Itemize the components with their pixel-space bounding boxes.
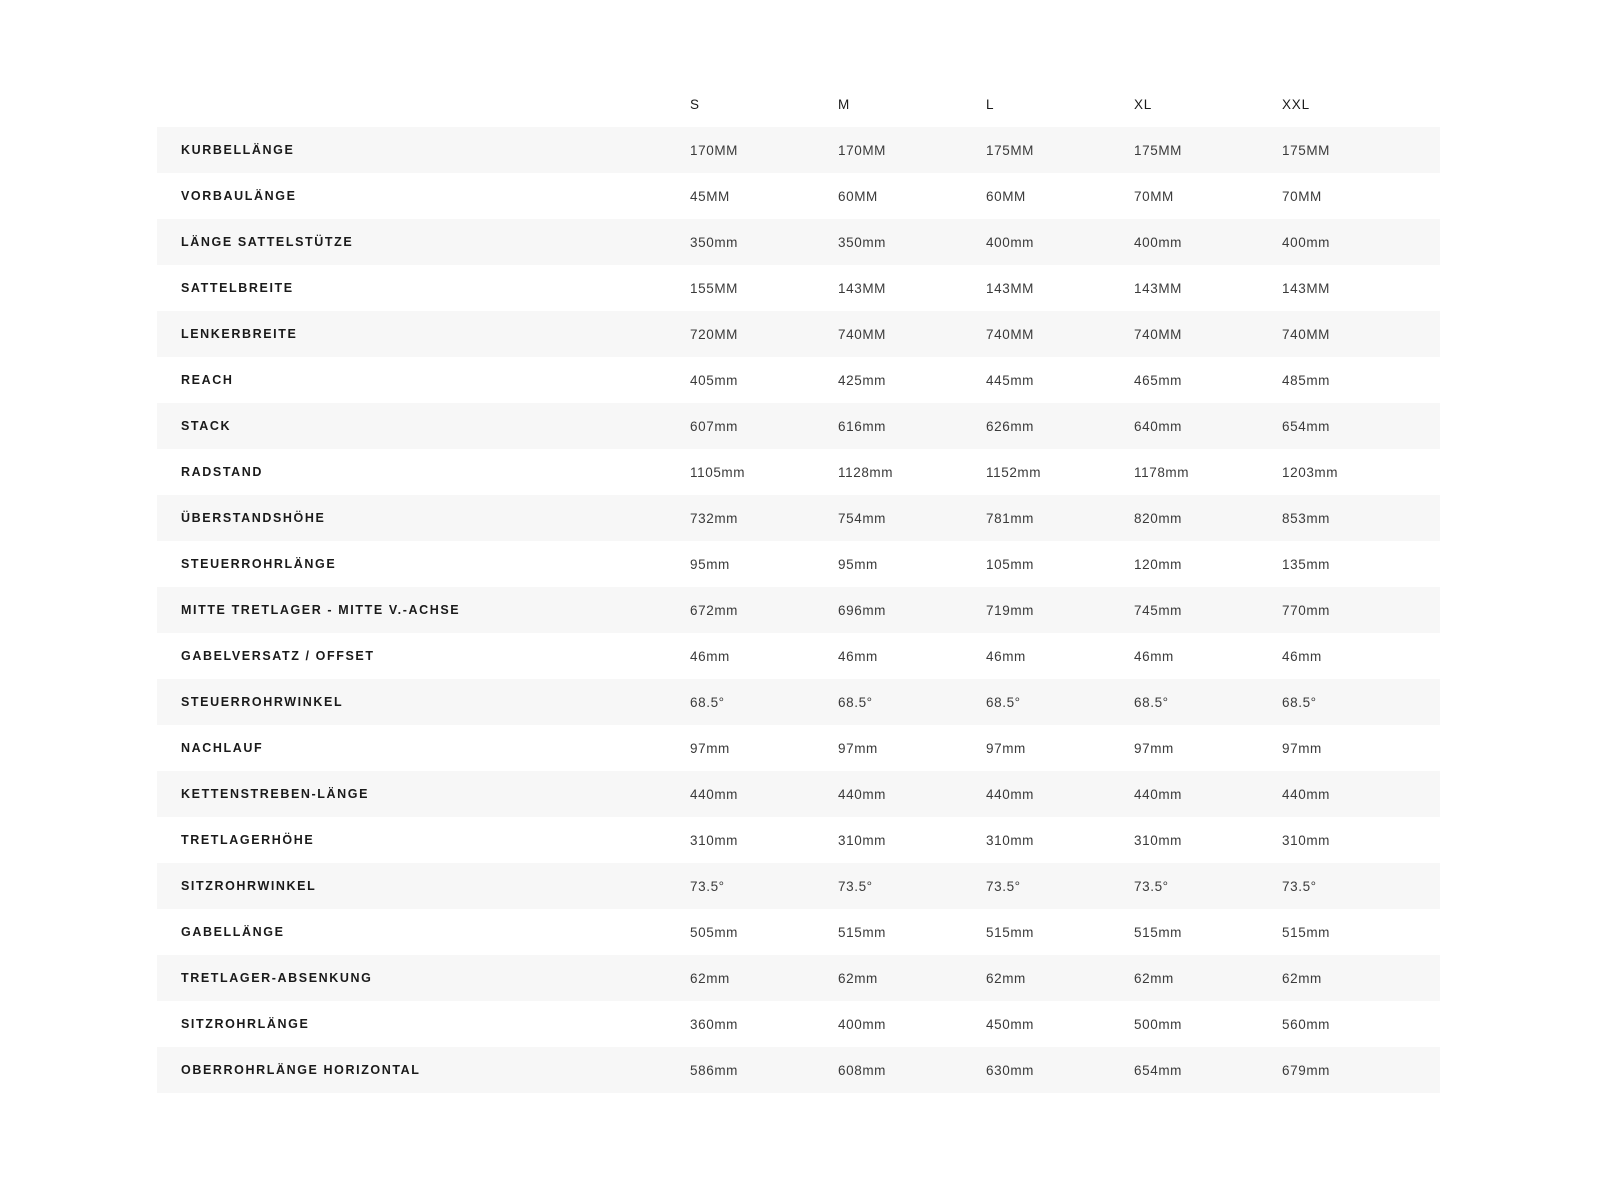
spec-value: 175MM bbox=[1282, 142, 1331, 158]
spec-row bbox=[157, 403, 1440, 449]
spec-value: 400mm bbox=[986, 234, 1035, 250]
spec-label: STEUERROHRLÄNGE bbox=[181, 557, 337, 571]
spec-label: SATTELBREITE bbox=[181, 281, 294, 295]
spec-value: 46mm bbox=[986, 648, 1026, 664]
spec-value: 73.5° bbox=[1282, 878, 1317, 894]
spec-value: 68.5° bbox=[838, 694, 873, 710]
spec-value: 97mm bbox=[1282, 740, 1322, 756]
spec-value: 46mm bbox=[1282, 648, 1322, 664]
spec-label: SITZROHRLÄNGE bbox=[181, 1017, 310, 1031]
spec-row bbox=[157, 541, 1440, 587]
spec-label: RADSTAND bbox=[181, 465, 264, 479]
spec-value: 46mm bbox=[690, 648, 730, 664]
spec-row bbox=[157, 1001, 1440, 1047]
spec-value: 745mm bbox=[1134, 602, 1183, 618]
spec-label: GABELLÄNGE bbox=[181, 925, 285, 939]
spec-value: 853mm bbox=[1282, 510, 1331, 526]
spec-value: 170MM bbox=[838, 142, 887, 158]
spec-value: 654mm bbox=[1282, 418, 1331, 434]
spec-value: 62mm bbox=[1134, 970, 1174, 986]
spec-label: ÜBERSTANDSHÖHE bbox=[181, 511, 326, 525]
spec-label: REACH bbox=[181, 373, 234, 387]
spec-value: 515mm bbox=[1134, 924, 1183, 940]
spec-value: 440mm bbox=[690, 786, 739, 802]
spec-label: GABELVERSATZ / OFFSET bbox=[181, 649, 375, 663]
spec-value: 440mm bbox=[986, 786, 1035, 802]
spec-value: 820mm bbox=[1134, 510, 1183, 526]
spec-value: 62mm bbox=[986, 970, 1026, 986]
spec-label: KETTENSTREBEN-LÄNGE bbox=[181, 787, 370, 801]
spec-label: MITTE TRETLAGER - MITTE V.-ACHSE bbox=[181, 603, 461, 617]
spec-value: 740MM bbox=[1282, 326, 1331, 342]
spec-value: 46mm bbox=[1134, 648, 1174, 664]
spec-label: KURBELLÄNGE bbox=[181, 143, 295, 157]
spec-value: 68.5° bbox=[1282, 694, 1317, 710]
spec-value: 586mm bbox=[690, 1062, 739, 1078]
size-column-header-xl: XL bbox=[1134, 96, 1153, 112]
spec-value: 560mm bbox=[1282, 1016, 1331, 1032]
spec-value: 440mm bbox=[1134, 786, 1183, 802]
spec-value: 781mm bbox=[986, 510, 1035, 526]
spec-row bbox=[157, 265, 1440, 311]
spec-value: 120mm bbox=[1134, 556, 1183, 572]
spec-value: 350mm bbox=[838, 234, 887, 250]
spec-value: 155MM bbox=[690, 280, 739, 296]
spec-value: 73.5° bbox=[690, 878, 725, 894]
spec-value: 616mm bbox=[838, 418, 887, 434]
spec-value: 170MM bbox=[690, 142, 739, 158]
spec-value: 465mm bbox=[1134, 372, 1183, 388]
spec-value: 68.5° bbox=[1134, 694, 1169, 710]
spec-value: 360mm bbox=[690, 1016, 739, 1032]
spec-value: 740MM bbox=[838, 326, 887, 342]
spec-value: 143MM bbox=[1134, 280, 1183, 296]
spec-value: 68.5° bbox=[690, 694, 725, 710]
spec-value: 1203mm bbox=[1282, 464, 1339, 480]
size-column-header-l: L bbox=[986, 96, 995, 112]
spec-value: 175MM bbox=[1134, 142, 1183, 158]
spec-label: LENKERBREITE bbox=[181, 327, 298, 341]
spec-value: 640mm bbox=[1134, 418, 1183, 434]
spec-value: 400mm bbox=[1134, 234, 1183, 250]
spec-value: 143MM bbox=[1282, 280, 1331, 296]
spec-value: 400mm bbox=[838, 1016, 887, 1032]
size-column-header-xxl: XXL bbox=[1282, 96, 1310, 112]
spec-value: 732mm bbox=[690, 510, 739, 526]
spec-value: 450mm bbox=[986, 1016, 1035, 1032]
spec-row bbox=[157, 357, 1440, 403]
spec-value: 679mm bbox=[1282, 1062, 1331, 1078]
spec-value: 73.5° bbox=[986, 878, 1021, 894]
spec-value: 45MM bbox=[690, 188, 730, 204]
spec-value: 70MM bbox=[1134, 188, 1174, 204]
spec-value: 630mm bbox=[986, 1062, 1035, 1078]
spec-value: 515mm bbox=[838, 924, 887, 940]
spec-label: SITZROHRWINKEL bbox=[181, 879, 317, 893]
spec-value: 70MM bbox=[1282, 188, 1322, 204]
size-column-header-s: S bbox=[690, 96, 700, 112]
spec-value: 95mm bbox=[838, 556, 878, 572]
spec-value: 60MM bbox=[986, 188, 1026, 204]
spec-row bbox=[157, 909, 1440, 955]
spec-value: 405mm bbox=[690, 372, 739, 388]
spec-value: 46mm bbox=[838, 648, 878, 664]
spec-row bbox=[157, 1047, 1440, 1093]
spec-value: 515mm bbox=[986, 924, 1035, 940]
spec-value: 400mm bbox=[1282, 234, 1331, 250]
spec-label: STEUERROHRWINKEL bbox=[181, 695, 344, 709]
spec-label: OBERROHRLÄNGE HORIZONTAL bbox=[181, 1063, 421, 1077]
spec-label: STACK bbox=[181, 419, 232, 433]
spec-value: 672mm bbox=[690, 602, 739, 618]
spec-row bbox=[157, 173, 1440, 219]
spec-row bbox=[157, 955, 1440, 1001]
spec-value: 135mm bbox=[1282, 556, 1331, 572]
spec-value: 740MM bbox=[1134, 326, 1183, 342]
spec-value: 696mm bbox=[838, 602, 887, 618]
spec-value: 445mm bbox=[986, 372, 1035, 388]
spec-value: 310mm bbox=[1282, 832, 1331, 848]
spec-label: TRETLAGERHÖHE bbox=[181, 833, 315, 847]
spec-value: 607mm bbox=[690, 418, 739, 434]
spec-row bbox=[157, 449, 1440, 495]
spec-value: 143MM bbox=[838, 280, 887, 296]
spec-value: 440mm bbox=[1282, 786, 1331, 802]
spec-row bbox=[157, 679, 1440, 725]
spec-value: 310mm bbox=[690, 832, 739, 848]
spec-label: LÄNGE SATTELSTÜTZE bbox=[181, 235, 354, 249]
spec-value: 440mm bbox=[838, 786, 887, 802]
spec-value: 740MM bbox=[986, 326, 1035, 342]
size-column-header-m: M bbox=[838, 96, 851, 112]
spec-value: 60MM bbox=[838, 188, 878, 204]
spec-label: NACHLAUF bbox=[181, 741, 264, 755]
spec-value: 310mm bbox=[838, 832, 887, 848]
spec-value: 485mm bbox=[1282, 372, 1331, 388]
spec-value: 73.5° bbox=[838, 878, 873, 894]
spec-value: 505mm bbox=[690, 924, 739, 940]
spec-value: 143MM bbox=[986, 280, 1035, 296]
spec-value: 310mm bbox=[1134, 832, 1183, 848]
spec-value: 754mm bbox=[838, 510, 887, 526]
spec-label: VORBAULÄNGE bbox=[181, 189, 297, 203]
spec-value: 1178mm bbox=[1134, 464, 1190, 480]
spec-value: 62mm bbox=[1282, 970, 1322, 986]
spec-value: 97mm bbox=[986, 740, 1026, 756]
spec-value: 68.5° bbox=[986, 694, 1021, 710]
spec-label: TRETLAGER-ABSENKUNG bbox=[181, 971, 373, 985]
spec-value: 425mm bbox=[838, 372, 887, 388]
spec-value: 95mm bbox=[690, 556, 730, 572]
spec-value: 310mm bbox=[986, 832, 1035, 848]
spec-value: 1128mm bbox=[838, 464, 894, 480]
geometry-table-header-row bbox=[157, 81, 1440, 127]
spec-value: 515mm bbox=[1282, 924, 1331, 940]
geometry-table-body bbox=[157, 127, 1440, 1093]
spec-value: 105mm bbox=[986, 556, 1035, 572]
geometry-table bbox=[157, 81, 1440, 1093]
spec-value: 62mm bbox=[690, 970, 730, 986]
spec-value: 73.5° bbox=[1134, 878, 1169, 894]
spec-value: 770mm bbox=[1282, 602, 1331, 618]
spec-value: 654mm bbox=[1134, 1062, 1183, 1078]
spec-row bbox=[157, 771, 1440, 817]
spec-value: 350mm bbox=[690, 234, 739, 250]
spec-value: 97mm bbox=[838, 740, 878, 756]
spec-value: 1152mm bbox=[986, 464, 1042, 480]
spec-value: 62mm bbox=[838, 970, 878, 986]
spec-row bbox=[157, 725, 1440, 771]
spec-value: 608mm bbox=[838, 1062, 887, 1078]
spec-value: 1105mm bbox=[690, 464, 746, 480]
spec-value: 175MM bbox=[986, 142, 1035, 158]
spec-row bbox=[157, 219, 1440, 265]
spec-value: 626mm bbox=[986, 418, 1035, 434]
spec-value: 500mm bbox=[1134, 1016, 1183, 1032]
spec-row bbox=[157, 817, 1440, 863]
spec-value: 97mm bbox=[690, 740, 730, 756]
spec-row bbox=[157, 633, 1440, 679]
spec-row bbox=[157, 863, 1440, 909]
spec-value: 97mm bbox=[1134, 740, 1174, 756]
spec-row bbox=[157, 127, 1440, 173]
spec-row bbox=[157, 495, 1440, 541]
spec-row bbox=[157, 587, 1440, 633]
spec-value: 719mm bbox=[986, 602, 1035, 618]
spec-value: 720MM bbox=[690, 326, 739, 342]
spec-row bbox=[157, 311, 1440, 357]
